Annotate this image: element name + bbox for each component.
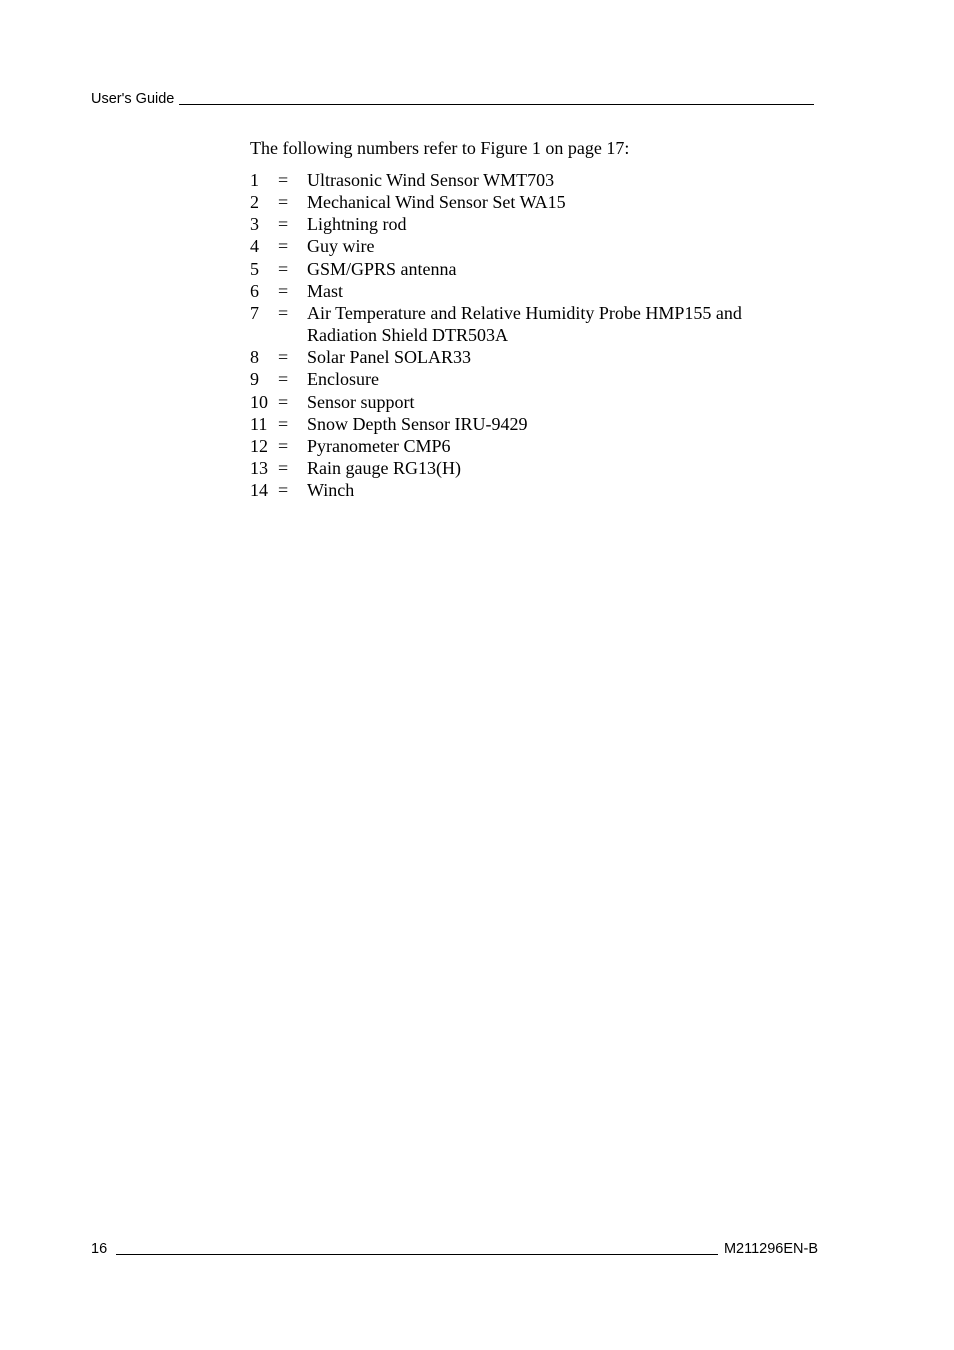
figure-legend-list [250, 169, 810, 501]
list-item [250, 302, 810, 346]
list-item [250, 169, 810, 191]
document-code: M211296EN-B [723, 1241, 818, 1257]
item-number: 11 [250, 413, 268, 434]
item-number: 7 [250, 302, 259, 323]
header-rule [179, 104, 814, 105]
page-number: 16 [91, 1241, 108, 1257]
list-item [250, 457, 810, 479]
item-equals: = [278, 480, 289, 501]
item-text: Enclosure [307, 369, 379, 390]
list-item [250, 213, 810, 235]
item-text: Winch [307, 480, 355, 501]
page-header [91, 90, 814, 108]
item-text: Mechanical Wind Sensor Set WA15 [307, 192, 566, 213]
item-text: Guy wire [307, 236, 375, 257]
item-text: Air Temperature and Relative Humidity Probe HMP155 and Radiation Shield DTR503A [307, 302, 742, 346]
item-number: 14 [250, 480, 268, 501]
item-text: Mast [307, 280, 343, 301]
list-item [250, 435, 810, 457]
page-content [250, 136, 810, 501]
item-equals: = [278, 458, 289, 479]
intro-paragraph: The following numbers refer to Figure 1 on page 17: [250, 138, 630, 158]
list-item [250, 479, 810, 501]
item-number: 10 [250, 391, 268, 412]
item-equals: = [278, 258, 289, 279]
item-text: Sensor support [307, 391, 415, 412]
page-footer [91, 1240, 818, 1258]
item-number: 12 [250, 435, 268, 456]
header-title: User's Guide [91, 91, 175, 107]
list-item [250, 368, 810, 390]
item-number: 5 [250, 258, 259, 279]
list-item [250, 391, 810, 413]
item-text: Pyranometer CMP6 [307, 435, 451, 456]
item-equals: = [278, 170, 289, 190]
item-number: 2 [250, 192, 259, 213]
item-number: 13 [250, 458, 268, 479]
item-equals: = [278, 391, 289, 412]
item-number: 6 [250, 280, 259, 301]
item-equals: = [278, 435, 289, 456]
item-equals: = [278, 280, 289, 301]
item-equals: = [278, 302, 289, 323]
item-number: 4 [250, 236, 259, 257]
item-text: Snow Depth Sensor IRU-9429 [307, 413, 528, 434]
list-item [250, 280, 810, 302]
item-text: Rain gauge RG13(H) [307, 458, 461, 479]
item-number: 8 [250, 347, 259, 368]
item-number: 1 [250, 170, 259, 190]
list-item [250, 346, 810, 368]
item-equals: = [278, 413, 289, 434]
item-text: Lightning rod [307, 214, 407, 235]
item-equals: = [278, 192, 289, 213]
item-text: Solar Panel SOLAR33 [307, 347, 471, 368]
list-item [250, 258, 810, 280]
list-item [250, 413, 810, 435]
footer-rule [116, 1254, 718, 1255]
list-item [250, 235, 810, 257]
item-number: 3 [250, 214, 259, 235]
item-text: GSM/GPRS antenna [307, 258, 457, 279]
item-equals: = [278, 369, 289, 390]
list-item [250, 191, 810, 213]
item-equals: = [278, 214, 289, 235]
item-text: Ultrasonic Wind Sensor WMT703 [307, 170, 555, 190]
item-equals: = [278, 236, 289, 257]
item-number: 9 [250, 369, 259, 390]
item-equals: = [278, 347, 289, 368]
